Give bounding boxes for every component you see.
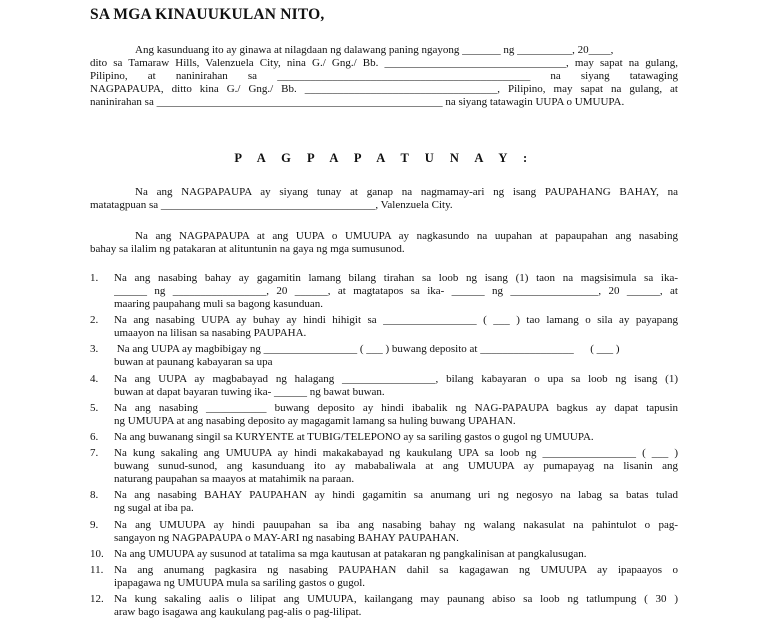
list-item-line: Na ang nasabing UUPA ay buhay ay hindi hihigit sa _________________ ( ___ ) tao lamang o sila ay payapang [114,314,678,327]
list-item-number: 12. [90,593,104,606]
list-item-line: araw bago isagawa ang kaukulang pag-alis o pag-lilipat. [114,606,362,619]
section-title: P A G P A P A T U N A Y : [234,151,534,165]
list-item [90,431,678,444]
declaration-paragraph-1 [90,186,678,212]
list-item-line: Na ang nasabing BAHAY PAUPAHAN ay hindi gagamitin sa anumang uri ng negosyo na labag sa batas tulad [114,489,678,502]
list-item-number: 2. [90,314,99,327]
list-item-line: buwang sunud-sunod, ang kasunduang ito ay mababaliwala at ang UMUUPA ay pumapayag na lisanin ang [114,460,678,473]
list-item-number: 6. [90,430,99,443]
terms-list [90,272,678,619]
list-item-line: umaayon na lilisan sa nasabing PAUPAHA. [114,327,307,340]
intro-line: Pilipino, at naninirahan sa ______________________________________________ na siyang tatawaging [90,70,678,82]
document-heading: SA MGA KINAUUKULAN NITO, [90,6,325,23]
list-item-line: Na ang anumang pagkasira ng nasabing PAUPAHAN dahil sa kagagawan ng UMUUPA ay ipapaayos o [114,563,678,576]
list-item-line: Na ang nasabing ___________ buwang deposito ay hindi ibabalik ng NAG-PAPAUPA bagkus ay dapat tapusin [114,401,678,414]
intro-line: dito sa Tamaraw Hills, Valenzuela City, nina G./ Gng./ Bb. _________________________________, may sapat na gulang, [90,57,678,69]
list-item-line: Na ang UUPA ay magbabayad ng halagang _________________, bilang kabayaran o upa sa loob ng isang (1) [114,372,678,385]
list-item [90,548,678,561]
intro-line: Ang kasunduang ito ay ginawa at nilagdaan ng dalawang paning ngayong _______ ng __________, 20____, [135,44,614,56]
list-item [90,564,678,590]
list-item-number: 10. [90,547,104,560]
list-item-line: ng sugal at iba pa. [114,502,194,515]
list-item-line: Na kung sakaling ang UMUUPA ay hindi makakabayad ng kaukulang UPA sa loob ng _________________ ( ___ ) [114,447,678,460]
paragraph-line: Na ang NAGPAPAUPA ay siyang tunay at ganap na nagmamay-ari ng isang PAUPAHANG BAHAY, na [135,186,678,198]
list-item-number: 5. [90,401,99,414]
list-item-number: 4. [90,372,99,385]
list-item [90,373,678,399]
list-item-line: buwan at dapat bayaran tuwing ika- ______ ng bawat buwan. [114,385,385,398]
list-item-line: Na ang UUPA ay magbibigay ng _________________ ( ___ ) buwang deposito at _________________ ( ___ ) [114,343,620,356]
list-item [90,314,678,340]
list-item [90,447,678,486]
list-item-line: Na ang nasabing bahay ay gagamitin lamang bilang tirahan sa loob ng isang (1) taon na magsisimula sa ika- [114,272,678,284]
list-item-line: Na ang buwanang singil sa KURYENTE at TUBIG/TELEPONO ay sa sariling gastos o gugol ng UMUUPA. [114,430,594,443]
list-item [90,272,678,311]
list-item [90,343,678,369]
list-item-number: 8. [90,489,99,502]
list-item [90,593,678,619]
list-item-line: Na ang UMUUPA ay susunod at tatalima sa mga kautusan at patakaran ng pangkalinisan at pangkalusugan. [114,547,587,560]
paragraph-line: matatagpuan sa _______________________________________, Valenzuela City. [90,199,453,211]
list-item-line: naturang paupahan sa maayos at matahimik na paraan. [114,473,355,486]
list-item-line: maaring paupahang muli sa bagong kasunduan. [114,298,323,310]
list-item-line: ______ ng _________________, 20 ______, at magtatapos sa ika- ______ ng ________________, 20 ______, at [114,285,678,297]
list-item-line: Na kung sakaling aalis o lilipat ang UMUUPA, kailangang may paunang abiso sa loob ng tatlumpung ( 30 ) [114,593,678,606]
list-item-line: ng UMUUPA at ang nasabing deposito ay magagamit lamang sa huling buwang UPAHAN. [114,414,516,427]
list-item-number: 3. [90,343,99,356]
list-item-line: buwan at paunang kabayaran sa upa [114,356,273,369]
list-item-number: 11. [90,563,104,576]
list-item-line: ipapagawa ng UMUUPA mula sa sariling gastos o gugol. [114,576,366,589]
list-item [90,402,678,428]
list-item-number: 1. [90,272,99,284]
declaration-paragraph-2 [90,230,678,256]
intro-line: naninirahan sa ____________________________________________________ na siyang tatawagin UUPA o UMUUPA. [90,96,625,108]
list-item-number: 7. [90,447,99,460]
paragraph-line: bahay sa ilalim ng patakaran at alituntunin na gaya ng mga sumusunod. [90,243,405,255]
paragraph-line: Na ang NAGPAPAUPA at ang UUPA o UMUUPA ay nagkasundo na uupahan at papaupahan ang nasabing [135,230,678,242]
list-item [90,489,678,515]
list-item [90,519,678,545]
list-item-line: Na ang UMUUPA ay hindi pauupahan sa iba ang nasabing bahay ng walang nakasulat na pahintulot o pag- [114,518,678,531]
intro-line: NAGPAPAUPA, ditto kina G./ Gng./ Bb. ___________________________________, Pilipino, may sapat na gulang, at [90,83,678,95]
list-item-number: 9. [90,518,99,531]
list-item-line: sangayon ng NAGPAPAUPA o MAY-ARI ng nasabing BAHAY PAUPAHAN. [114,531,459,544]
intro-paragraph [90,44,678,109]
